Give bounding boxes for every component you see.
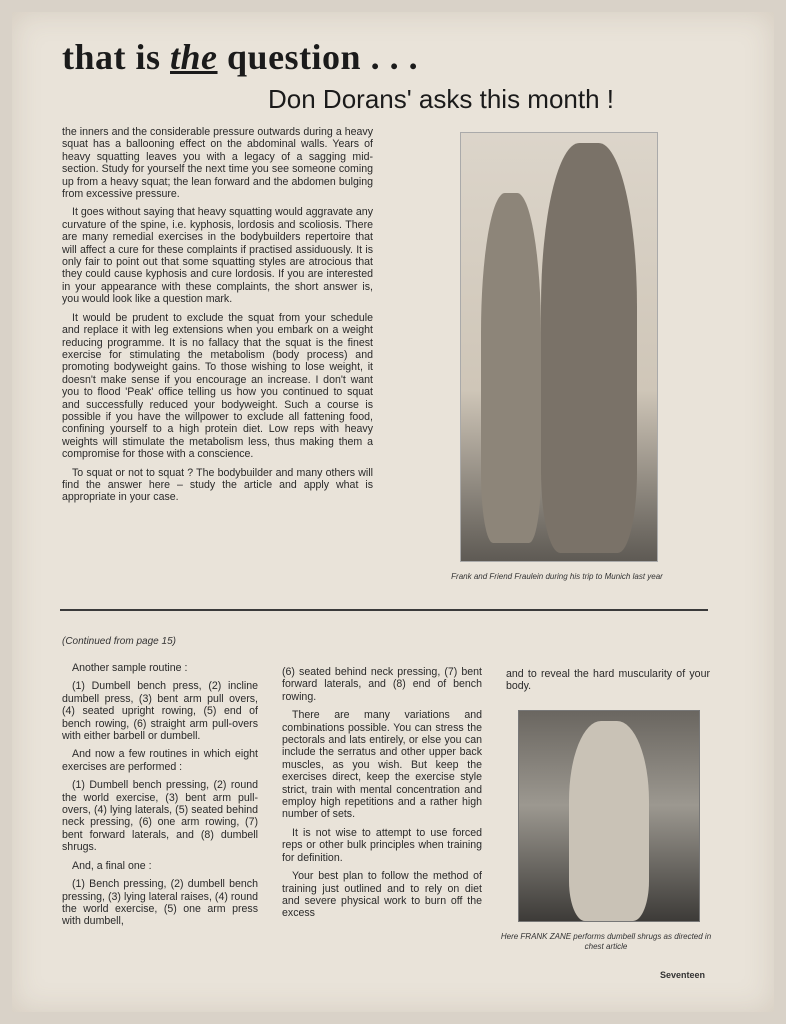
paragraph: Your best plan to follow the method of training just outlined and to rely on diet and severe physical work to burn off the excess bbox=[282, 870, 482, 920]
paragraph: (6) seated behind neck pressing, (7) bent forward laterals, and (8) end of bench rowing. bbox=[282, 666, 482, 703]
photo-caption: Frank and Friend Fraulein during his trip to Munich last year bbox=[451, 572, 663, 581]
paragraph: There are many variations and combinations possible. You can stress the pectorals and lats entirely, or else you can include the serratus and other upper back muscles, as you wish. But keep the exercises direct, keep the exercise style strict, train with mental concentration and employ high repetitions and a rather high number of sets. bbox=[282, 709, 482, 821]
subtitle: Don Dorans' asks this month ! bbox=[268, 84, 614, 114]
paragraph: And, a final one : bbox=[72, 859, 152, 872]
woman-figure bbox=[481, 193, 541, 543]
paragraph: the inners and the considerable pressure outwards during a heavy squat has a ballooning effect on the abdominal walls. Years of heavy squatting leaves you with a legacy of a sagging mid-section. Study for yourself the next time you see someone coming up from a heavy squat; the lean forward and the abdomen bulging from excessive pressure. bbox=[62, 126, 373, 201]
paragraph: It goes without saying that heavy squatting would aggravate any curvature of the spine, i.e. kyphosis, lordosis and scoliosis. There are many remedial exercises in the bodybuilders repertoire that will affect a cure for these complaints if practised assiduously. It is only fair to point out that some squatting styles are atrocious that they could cause kyphosis and cure lordosis. If you are interested in your appearance with these complaints, the short answer is, you would look like a question mark. bbox=[62, 206, 373, 306]
paragraph: (1) Bench pressing, (2) dumbell bench pressing, (3) lying lateral raises, (4) round the world exercise, (5) one arm press with dumbell, bbox=[62, 878, 258, 928]
page-number: Seventeen bbox=[660, 970, 706, 980]
paragraph: To squat or not to squat ? The bodybuilder and many others will find the answer here – study the article and apply what is appropriate in your case. bbox=[62, 466, 373, 504]
paragraph: and to reveal the hard muscularity of your body. bbox=[506, 668, 710, 693]
column-b bbox=[282, 666, 482, 926]
continued-note: (Continued from page 15) bbox=[62, 636, 176, 647]
article-top-column bbox=[62, 126, 373, 510]
man-figure bbox=[541, 143, 637, 553]
photo2-caption: Here FRANK ZANE performs dumbell shrugs as directed in chest article bbox=[500, 932, 712, 951]
headline bbox=[62, 36, 418, 78]
paragraph: It is not wise to attempt to use forced reps or other bulk principles when training for definition. bbox=[282, 826, 482, 864]
paragraph: (1) Dumbell bench pressing, (2) round the world exercise, (3) bent arm pull-overs, (4) lying laterals, (5) seated behind neck pressing, (6) one arm rowing, (7) bent forward laterals, and (8) dumbell shrugs. bbox=[62, 779, 258, 854]
divider-rule bbox=[60, 609, 708, 611]
headline-part-1: that is bbox=[62, 37, 171, 77]
column-a bbox=[62, 662, 258, 934]
column-c bbox=[506, 668, 710, 699]
headline-emphasis: the bbox=[170, 37, 218, 77]
photo-frank-zane bbox=[518, 710, 700, 922]
paragraph: And now a few routines in which eight exercises are performed : bbox=[62, 748, 258, 773]
photo-frank-and-friend bbox=[460, 132, 658, 562]
paragraph: It would be prudent to exclude the squat from your schedule and replace it with leg extensions when you embark on a weight reducing programme. It is no fallacy that the squat is the finest exercise for stimulating the metabolism (body process) and promoting bodyweight gains. To those wishing to lose weight, it doesn't make sense if you encourage an increase. I don't want you to flood 'Peak' office telling us how you continued to squat and successfully reduced your bodyweight. Such a course is possible if you have the willpower to exclude all fattening food, confining yourself to a high protein diet. Low reps with heavy weights will stimulate the metabolism less, thus making them a compromise for those with a conscience. bbox=[62, 311, 373, 461]
paragraph: (1) Dumbell bench press, (2) incline dumbell press, (3) bent arm pull overs, (4) seated upright rowing, (5) end of bench rowing, (6) straight arm pull-overs with either barbell or dumbell. bbox=[62, 680, 258, 743]
paragraph: Another sample routine : bbox=[72, 662, 188, 674]
bodybuilder-figure bbox=[569, 721, 649, 921]
headline-part-2: question . . . bbox=[217, 37, 419, 77]
